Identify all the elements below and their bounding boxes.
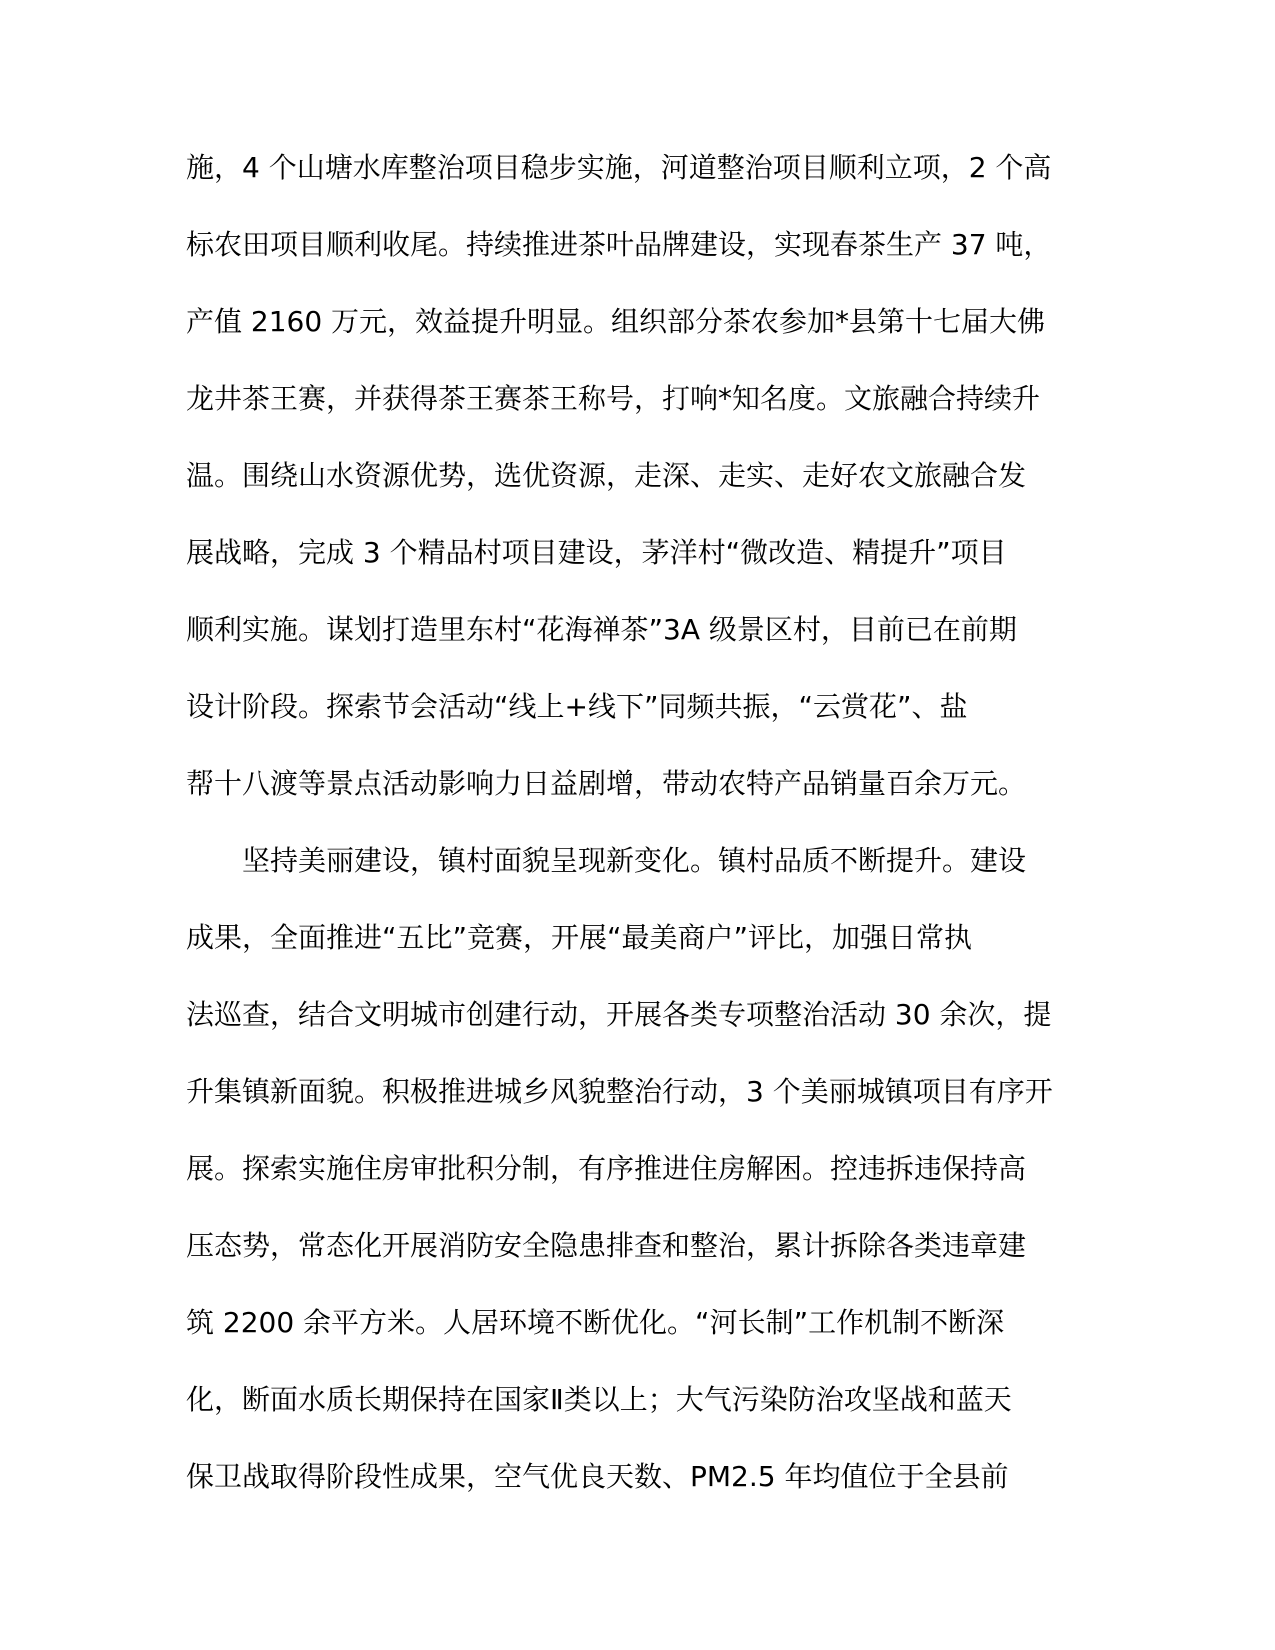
text-line: 压态势，常态化开展消防安全隐患排查和整治，累计拆除各类违章建 (186, 1229, 1027, 1262)
text-line: 产值 2160 万元，效益提升明显。组织部分茶农参加*县第十七届大佛 (186, 305, 1046, 338)
text-line: 帮十八渡等景点活动影响力日益剧增，带动农特产品销量百余万元。 (186, 767, 1027, 800)
text-line: 展战略，完成 3 个精品村项目建设，茅洋村“微改造、精提升”项目 (186, 536, 1007, 569)
text-line: 施，4 个山塘水库整治项目稳步实施，河道整治项目顺利立项，2 个高 (186, 151, 1052, 184)
text-line: 筑 2200 余平方米。人居环境不断优化。“河长制”工作机制不断深 (186, 1306, 1005, 1339)
text-line: 龙井茶王赛，并获得茶王赛茶王称号，打响*知名度。文旅融合持续升 (186, 382, 1041, 415)
text-line: 成果，全面推进“五比”竞赛，开展“最美商户”评比，加强日常执 (186, 921, 973, 954)
text-line: 设计阶段。探索节会活动“线上+线下”同频共振，“云赏花”、盐 (186, 690, 968, 723)
text-line: 升集镇新面貌。积极推进城乡风貌整治行动，3 个美丽城镇项目有序开 (186, 1075, 1053, 1108)
text-line: 标农田项目顺利收尾。持续推进茶叶品牌建设，实现春茶生产 37 吨， (186, 228, 1052, 261)
text-line: 化，断面水质长期保持在国家Ⅱ类以上；大气污染防治攻坚战和蓝天 (186, 1383, 1012, 1416)
text-line: 法巡查，结合文明城市创建行动，开展各类专项整治活动 30 余次，提 (186, 998, 1052, 1031)
text-line: 展。探索实施住房审批积分制，有序推进住房解困。控违拆违保持高 (186, 1152, 1027, 1185)
text-line: 温。围绕山水资源优势，选优资源，走深、走实、走好农文旅融合发 (186, 459, 1027, 492)
text-line: 顺利实施。谋划打造里东村“花海禅茶”3A 级景区村，目前已在前期 (186, 613, 1017, 646)
text-line: 保卫战取得阶段性成果，空气优良天数、PM2.5 年均值位于全县前 (186, 1460, 1009, 1493)
paragraph-start-line: 坚持美丽建设，镇村面貌呈现新变化。镇村品质不断提升。建设 (242, 844, 1027, 877)
body-text (186, 142, 1086, 1528)
